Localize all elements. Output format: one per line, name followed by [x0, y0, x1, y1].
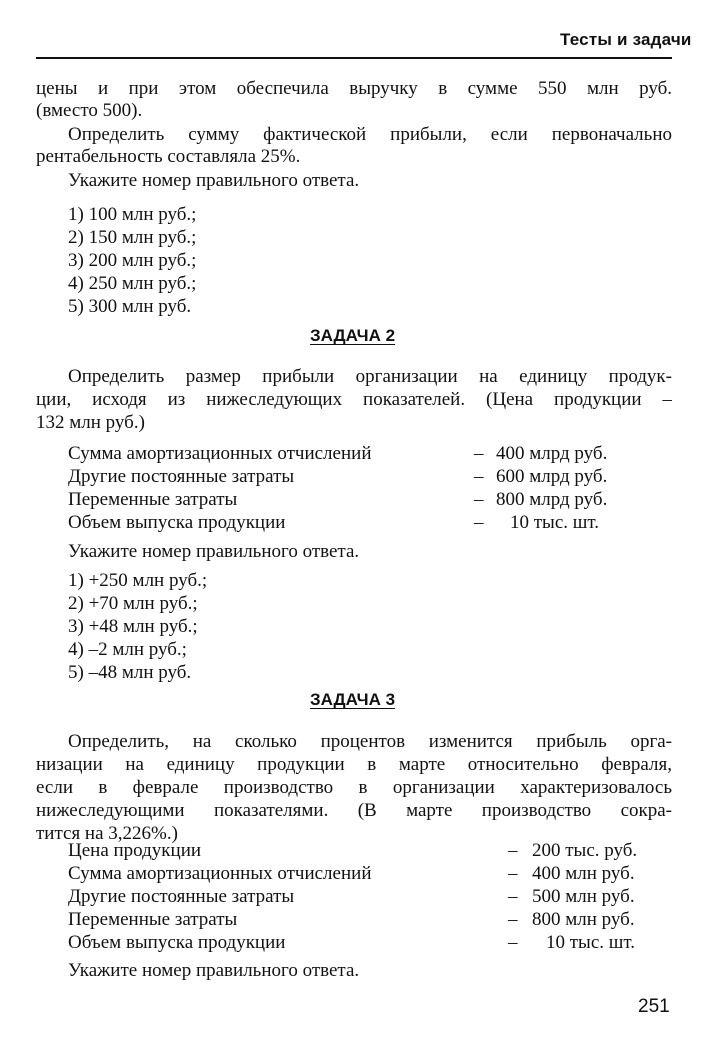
answer-option: 3) +48 млн руб.;: [68, 616, 198, 637]
table-row-value: 400 млрд руб.: [496, 443, 608, 464]
answer-option: 5) 300 млн руб.: [68, 296, 192, 317]
intro-line: рентабельность составляла 25%.: [36, 146, 301, 167]
table-row-value: 200 тыс. руб.: [532, 840, 638, 861]
task3-instruction: Укажите номер правильного ответа.: [68, 960, 360, 981]
table-row-dash: –: [474, 512, 484, 533]
table-row-label: Другие постоянные затраты: [68, 886, 295, 907]
answer-option: 3) 200 млн руб.;: [68, 250, 197, 271]
task3-line: Определить, на сколько процентов изменится прибыль орга-: [68, 731, 672, 752]
task3-line: нижеследующими показателями. (В марте производство сокра-: [36, 800, 672, 821]
answer-option: 5) –48 млн руб.: [68, 662, 192, 683]
table-row-label: Объем выпуска продукции: [68, 512, 286, 533]
intro-line: цены и при этом обеспечила выручку в сумме 550 млн руб.: [36, 78, 672, 99]
task3-heading: ЗАДАЧА 3: [310, 690, 396, 709]
intro-line: Определить сумму фактической прибыли, если первоначально: [68, 124, 672, 145]
answer-option: 4) 250 млн руб.;: [68, 273, 197, 294]
table-row-value: 500 млн руб.: [532, 886, 635, 907]
table-row-label: Другие постоянные затраты: [68, 466, 295, 487]
intro-line: (вместо 500).: [36, 100, 143, 121]
table-row-label: Переменные затраты: [68, 489, 238, 510]
answer-option: 1) 100 млн руб.;: [68, 204, 197, 225]
table-row-value: 600 млрд руб.: [496, 466, 608, 487]
running-head: Тесты и задачи: [560, 30, 692, 49]
table-row-dash: –: [474, 489, 484, 510]
task2-heading: ЗАДАЧА 2: [310, 326, 396, 345]
table-row-dash: –: [474, 466, 484, 487]
header-rule: [36, 57, 672, 59]
table-row-dash: –: [508, 932, 518, 953]
task3-line: низации на единицу продукции в марте относительно февраля,: [36, 754, 672, 775]
table-row-value: 10 тыс. шт.: [510, 512, 600, 533]
table-row-value: 400 млн руб.: [532, 863, 635, 884]
task3-line: тится на 3,226%.): [36, 823, 178, 844]
task2-instruction: Укажите номер правильного ответа.: [68, 541, 360, 562]
answer-option: 1) +250 млн руб.;: [68, 570, 208, 591]
page-number: 251: [638, 996, 670, 1017]
table-row-dash: –: [508, 909, 518, 930]
answer-option: 2) 150 млн руб.;: [68, 227, 197, 248]
task2-line: 132 млн руб.): [36, 412, 145, 433]
table-row-value: 800 млн руб.: [532, 909, 635, 930]
table-row-value: 800 млрд руб.: [496, 489, 608, 510]
table-row-label: Цена продукции: [68, 840, 202, 861]
answer-option: 2) +70 млн руб.;: [68, 593, 198, 614]
table-row-dash: –: [474, 443, 484, 464]
table-row-label: Сумма амортизационных отчислений: [68, 863, 372, 884]
table-row-value: 10 тыс. шт.: [546, 932, 636, 953]
table-row-dash: –: [508, 840, 518, 861]
table-row-dash: –: [508, 886, 518, 907]
table-row-dash: –: [508, 863, 518, 884]
intro-instruction: Укажите номер правильного ответа.: [68, 170, 360, 191]
table-row-label: Объем выпуска продукции: [68, 932, 286, 953]
task3-line: если в феврале производство в организации характеризовалось: [36, 777, 672, 798]
task2-line: Определить размер прибыли организации на единицу продук-: [68, 366, 672, 387]
table-row-label: Переменные затраты: [68, 909, 238, 930]
table-row-label: Сумма амортизационных отчислений: [68, 443, 372, 464]
task2-line: ции, исходя из нижеследующих показателей. (Цена продукции –: [36, 389, 672, 410]
answer-option: 4) –2 млн руб.;: [68, 639, 187, 660]
